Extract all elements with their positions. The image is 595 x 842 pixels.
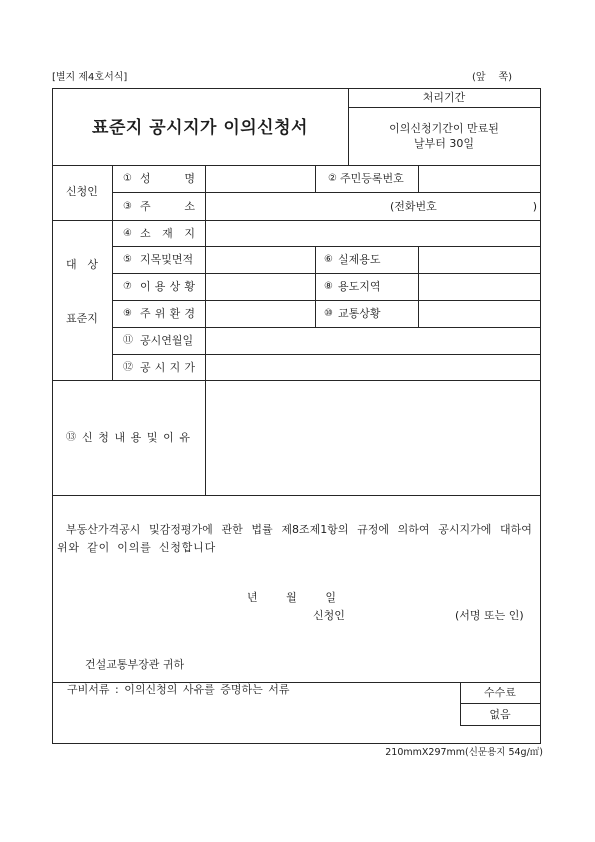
text-segment: ): [532, 199, 537, 213]
declaration-line-1: [66, 523, 532, 536]
zoning-label-text: 용도지역: [338, 280, 381, 293]
required-documents: 구비서류 : 이의신청의 사유를 증명하는 서류: [67, 683, 290, 696]
category-area-label: [112, 246, 205, 273]
announced-price-label: [112, 354, 205, 380]
resident-number-label: [315, 165, 418, 192]
category-area-label-text: 지목및면적: [140, 253, 194, 266]
item-number: ⑤: [123, 254, 132, 265]
rule-reason-bottom: [52, 495, 540, 496]
text-segment: 일: [325, 591, 336, 604]
announced-price-label-text: [140, 361, 195, 374]
text-segment: 및감정평가에: [149, 523, 213, 536]
text-segment: 시: [154, 360, 166, 374]
signature-note: (서명 또는 인): [455, 609, 524, 622]
resident-number-label-text: 주민등록번호: [340, 172, 404, 185]
text-segment: 상: [169, 280, 181, 293]
actual-use-label-text: 실제용도: [338, 253, 381, 266]
location-label: [112, 220, 205, 246]
text-segment: 공: [140, 360, 151, 374]
item-number: ⑥: [324, 254, 333, 265]
fee-value: 없음: [489, 708, 511, 721]
text-segment: 위: [154, 307, 166, 320]
page-side-label: [472, 72, 512, 84]
fee-label: 수수료: [484, 686, 516, 699]
text-segment: 관한: [221, 523, 243, 536]
text-segment: 지: [169, 360, 181, 374]
name-label: [112, 165, 205, 192]
target-group-label-top: [66, 258, 98, 271]
text-segment: 신: [82, 431, 93, 444]
text-segment: 년: [247, 591, 258, 604]
text-segment: 주: [140, 307, 151, 320]
processing-period-line-1: 이의신청기간이 만료된: [389, 122, 499, 135]
text-segment: 주: [140, 199, 151, 213]
item-number: ⑧: [324, 281, 333, 292]
text-segment: 이: [140, 280, 151, 293]
text-segment: 황: [184, 280, 195, 293]
addressee: 건설교통부장관 귀하: [85, 658, 185, 671]
item-number: ⑨: [123, 308, 132, 319]
text-segment: 상: [87, 258, 98, 271]
rule-processing-divider: [348, 107, 540, 108]
text-segment: (앞: [472, 72, 486, 83]
reason-label-text: [82, 431, 190, 444]
traffic-label: [315, 300, 418, 327]
item-number: ③: [123, 200, 132, 212]
rule-fee-divider: [460, 703, 540, 704]
text-segment: 표준지: [66, 312, 98, 325]
text-segment: 이: [163, 431, 174, 444]
text-segment: 부동산가격공시: [66, 523, 141, 536]
text-segment: 명: [184, 172, 195, 185]
date-label: [247, 591, 336, 604]
item-number: ①: [123, 173, 132, 184]
text-segment: 대: [66, 258, 77, 271]
item-number: ②: [328, 173, 337, 184]
rule-fee-bottom: [460, 725, 540, 726]
text-segment: 법률: [251, 523, 273, 536]
item-number: ⑫: [123, 361, 133, 373]
address-label-text: [140, 200, 195, 213]
announcement-date-label: [112, 327, 205, 354]
text-segment: 대하여: [500, 523, 532, 536]
form-number: [별지 제4호서식]: [52, 72, 128, 83]
applicant-group-label: 신청인: [66, 185, 98, 198]
text-segment: 쪽): [498, 72, 512, 83]
text-segment: 환: [169, 307, 181, 320]
declaration-line-2: 위와 같이 이의를 신청합니다: [57, 541, 217, 554]
processing-period-line-2: 날부터 30일: [414, 137, 474, 150]
rule-target-mid-2: [418, 246, 419, 327]
reason-label: [52, 380, 205, 495]
text-segment: 의하여: [397, 523, 430, 536]
text-segment: 내: [114, 431, 126, 444]
text-segment: (전화번호: [390, 199, 437, 213]
zoning-label: [315, 273, 418, 300]
text-segment: 소: [140, 226, 151, 240]
text-segment: 및: [146, 431, 158, 444]
paper-spec: 210mmX297mm(신문용지 54g/㎡): [385, 747, 543, 758]
text-segment: 성: [140, 172, 151, 185]
text-segment: 가: [184, 360, 195, 374]
item-number: ⑬: [66, 432, 76, 443]
item-number: ⑩: [324, 308, 333, 319]
text-segment: 공시지가에: [438, 523, 492, 536]
item-number: ④: [123, 227, 132, 239]
phone-number-label: [390, 192, 537, 220]
text-segment: 제8조제1항의: [281, 523, 349, 536]
location-label-text: [140, 227, 195, 240]
text-segment: 월: [286, 591, 297, 604]
target-group-label-bottom: [66, 312, 99, 325]
usage-status-label: [112, 273, 205, 300]
text-segment: 경: [184, 307, 195, 320]
text-segment: 소: [184, 199, 195, 213]
processing-period-label: 처리기간: [422, 91, 466, 104]
text-segment: 규정에: [357, 523, 389, 536]
text-segment: 용: [130, 431, 142, 444]
name-label-text: [140, 172, 195, 185]
text-segment: 지: [184, 226, 195, 240]
rule-label-column: [205, 165, 206, 495]
item-number: ⑦: [123, 281, 132, 292]
form-title: 표준지 공시지가 이의신청서: [92, 118, 308, 138]
address-label: [112, 192, 205, 220]
applicant-signature-label: 신청인: [313, 609, 345, 622]
actual-use-label: [315, 246, 418, 273]
text-segment: 청: [98, 431, 109, 444]
text-segment: 재: [162, 226, 173, 240]
text-segment: 용: [154, 280, 166, 293]
rule-applicant-mid-2: [418, 165, 419, 192]
text-segment: 유: [179, 431, 190, 444]
item-number: ⑪: [123, 335, 133, 346]
usage-status-label-text: [140, 280, 195, 293]
surroundings-label-text: [140, 307, 195, 320]
surroundings-label: [112, 300, 205, 327]
traffic-label-text: 교통상황: [338, 307, 381, 320]
announcement-date-label-text: 공시연월일: [140, 334, 194, 347]
